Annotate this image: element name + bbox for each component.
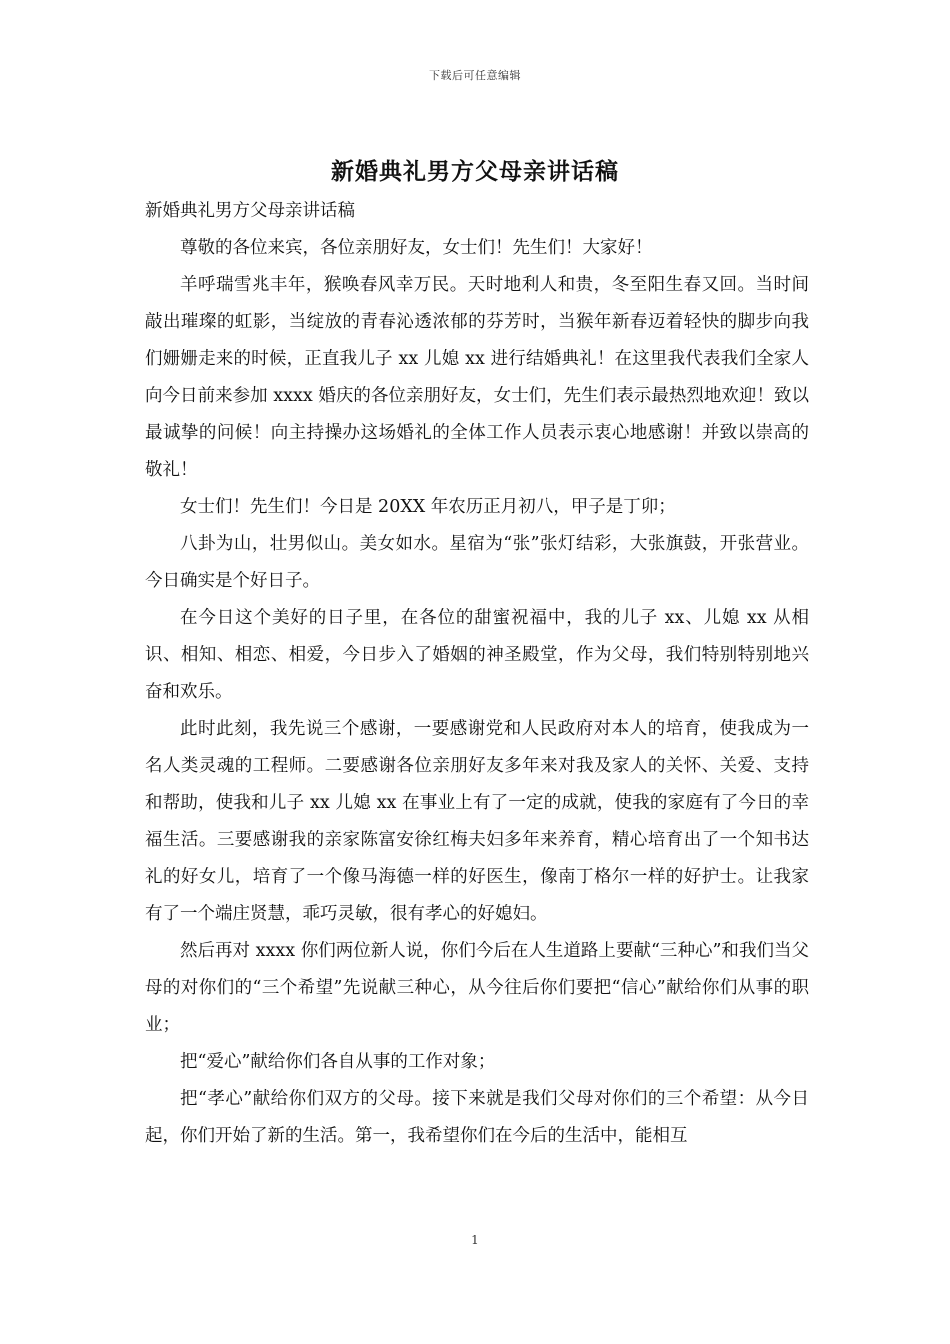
paragraph-greeting: 尊敬的各位来宾，各位亲朋好友，女士们！先生们！大家好！ [180,238,653,258]
page-header: 下载后可任意编辑 [429,69,521,82]
paragraph-thanks: 此时此刻，我先说三个感谢，一要感谢党和人民政府对本人的培育，使我成为一名人类灵魂的工程师。二要感谢各位亲朋好友多年来对我及家人的关怀、关爱、支持和帮助，使我和儿子 xx 儿媳 xx 在事业上有了一定的成就，使我的家庭有了今日的幸福生活。三要感谢我的亲家陈富安徐红梅夫妇多年来养育，精心培育出了一个知书达礼的好女儿，培育了一个像马海德一样的好医生，像南丁格尔一样的好护士。让我家有了一个端庄贤慧，乖巧灵敏，很有孝心的好媳妇。 [145,719,809,924]
document-subtitle: 新婚典礼男方父母亲讲话稿 [145,201,355,221]
page-number: 1 [471,1233,479,1247]
paragraph-love-heart: 把“爱心”献给你们各自从事的工作对象； [180,1052,496,1072]
paragraph-good-day: 八卦为山，壮男似山。美女如水。星宿为“张”张灯结彩，大张旗鼓，开张营业。今日确实是个好日子。 [145,534,809,591]
paragraph-three-hearts: 然后再对 xxxx 你们两位新人说，你们今后在人生道路上要献“三种心”和我们当父母的对你们的“三个希望”先说献三种心，从今往后你们要把“信心”献给你们从事的职业； [145,941,809,1035]
document-title: 新婚典礼男方父母亲讲话稿 [331,158,619,185]
paragraph-couple: 在今日这个美好的日子里，在各位的甜蜜祝福中，我的儿子 xx、儿媳 xx 从相识、相知、相恋、相爱，今日步入了婚姻的神圣殿堂，作为父母，我们特别特别地兴奋和欢乐。 [145,608,809,702]
paragraph-filial-heart: 把“孝心”献给你们双方的父母。接下来就是我们父母对你们的三个希望：从今日起，你们开始了新的生活。第一，我希望你们在今后的生活中，能相互 [145,1089,809,1146]
document-body [145,193,809,1155]
paragraph-welcome: 羊呼瑞雪兆丰年，猴唤春风幸万民。天时地利人和贵，冬至阳生春又回。当时间敲出璀璨的虹影，当绽放的青春沁透浓郁的芬芳时，当猴年新春迈着轻快的脚步向我们姗姗走来的时候，正直我儿子 xx 儿媳 xx 进行结婚典礼！在这里我代表我们全家人向今日前来参加 xxxx 婚庆的各位亲朋好友，女士们，先生们表示最热烈地欢迎！致以最诚挚的问候！向主持操办这场婚礼的全体工作人员表示衷心地感谢！并致以崇高的敬礼！ [145,275,809,480]
paragraph-date: 女士们！先生们！今日是 20XX 年农历正月初八，甲子是丁卯； [180,497,676,517]
